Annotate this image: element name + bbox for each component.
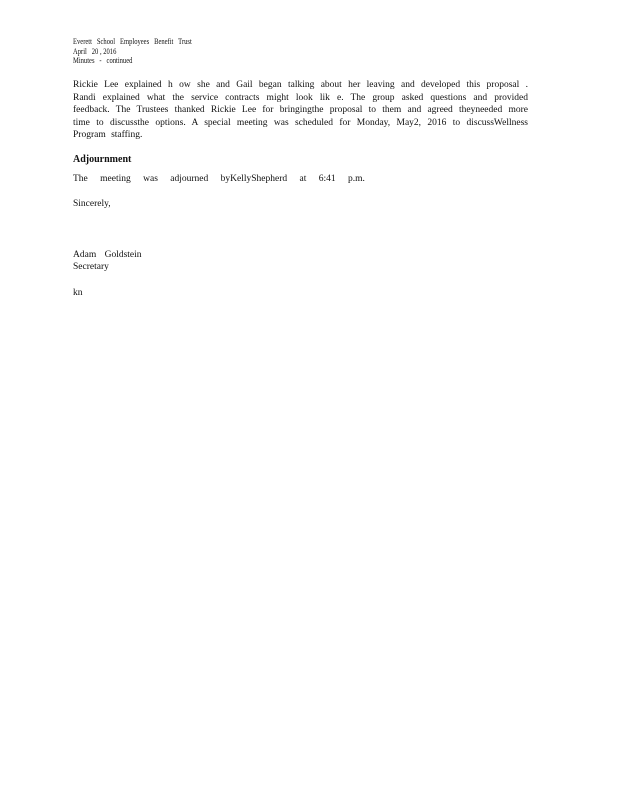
document-header: [73, 37, 373, 66]
header-subtitle: Minutes - continued: [73, 56, 133, 65]
typist-initials: kn: [73, 288, 83, 298]
header-date: April 20 , 2016: [73, 46, 117, 56]
header-organization: Everett School Employees Benefit Trust: [73, 37, 192, 46]
closing-salutation: Sincerely,: [73, 199, 111, 209]
minutes-paragraph: Rickie Lee explained h ow she and Gail began talking about her leaving and developed this proposal . Randi explained what the service contracts might look lik e. The group asked questions and provided feedback. The Trustees thanked Rickie Lee for bringingthe proposal to them and agreed theyneeded more time to discussthe options. A special meeting was scheduled for Monday, May2, 2016 to discussWellness Program staffing.: [73, 80, 528, 141]
signer-title: Secretary: [73, 262, 109, 272]
adjournment-text: The meeting was adjourned byKellyShepherd at 6:41 p.m.: [73, 174, 365, 184]
signer-name: Adam Goldstein: [73, 250, 142, 260]
adjournment-heading: Adjournment: [73, 154, 132, 165]
